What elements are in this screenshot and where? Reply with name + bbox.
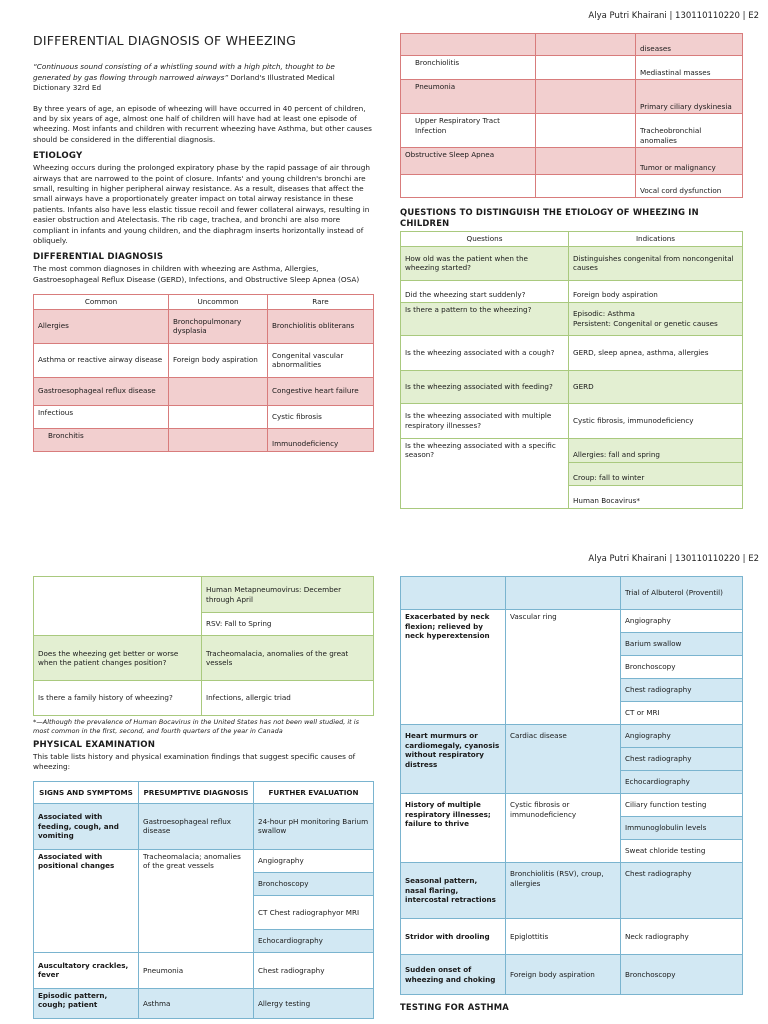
table-cell: Infections, allergic triad: [202, 681, 374, 716]
differential-diagnosis-table-continued: [400, 33, 743, 198]
table-cell: Is the wheezing associated with multiple respiratory illnesses?: [401, 403, 569, 438]
table-cell: Upper Respiratory Tract Infection: [401, 114, 536, 148]
table-cell: Sweat chloride testing: [621, 840, 743, 863]
table-cell: Associated with positional changes: [34, 849, 139, 952]
table-cell: Asthma or reactive airway disease: [34, 343, 169, 377]
intro-paragraph: By three years of age, an episode of wheezing will have occurred in 40 percent of children, and by six years of age, almost one half of children will have had at least one episode of wheezing. Most infants and children with recurrent wheezing have Asthma, but other causes should be considered in the differential diagnosis.: [33, 103, 372, 144]
table-cell: [536, 34, 636, 56]
table-cell: Cardiac disease: [506, 725, 621, 794]
physical-examination-table: [33, 781, 374, 1019]
table-cell: Allergy testing: [254, 988, 374, 1018]
table-cell: How old was the patient when the wheezing started?: [401, 246, 569, 280]
table-cell: RSV: Fall to Spring: [202, 613, 374, 636]
definition-quote: [33, 62, 373, 94]
table-cell: Croup: fall to winter: [569, 462, 743, 485]
table-cell: Bronchoscopy: [621, 656, 743, 679]
table-cell: Episodic pattern, cough; patient: [34, 988, 139, 1018]
table-cell: Asthma: [139, 988, 254, 1018]
column-header: SIGNS AND SYMPTOMS: [34, 781, 139, 803]
table-cell: Is the wheezing associated with a cough?: [401, 335, 569, 370]
table-cell: Obstructive Sleep Apnea: [401, 148, 536, 175]
table-cell: Does the wheezing get better or worse when the patient changes position?: [34, 636, 202, 681]
table-cell: Bronchoscopy: [254, 872, 374, 895]
page-gap: [0, 520, 768, 538]
table-row: [34, 803, 374, 849]
table-row: [401, 34, 743, 56]
table-row: [401, 370, 743, 403]
table-cell: Cystic fibrosis, immunodeficiency: [569, 403, 743, 438]
table-cell: Tracheomalacia, anomalies of the great vessels: [202, 636, 374, 681]
table-cell: GERD: [569, 370, 743, 403]
table-cell: Cystic fibrosis: [268, 405, 374, 428]
physical-examination-heading: PHYSICAL EXAMINATION: [33, 740, 156, 750]
table-cell: [536, 80, 636, 114]
footnote: *—Although the prevalence of Human Bocavirus in the United States has not been well studied, it is most common in the first, second, and fourth quarters of the year in Canada: [33, 718, 359, 735]
table-row: [34, 343, 374, 377]
table-cell: Angiography: [621, 610, 743, 633]
table-row: [34, 988, 374, 1018]
table-cell: Tumor or malignancy: [636, 148, 743, 175]
questions-heading: QUESTIONS TO DISTINGUISH THE ETIOLOGY OF WHEEZING IN CHILDREN: [400, 207, 699, 228]
quote-text: “Continuous sound consisting of a whistling sound with a high pitch, thought to be generated by gas flowing through narrowed airways”: [33, 62, 335, 82]
table-header-row: [34, 295, 374, 310]
page-header: Alya Putri Khairani | 130110110220 | E2: [588, 554, 759, 564]
table-row: [401, 403, 743, 438]
table-header-row: [401, 232, 743, 247]
table-cell: Chest radiography: [621, 679, 743, 702]
table-cell: Bronchiolitis: [401, 56, 536, 80]
table-cell: Episodic: Asthma Persistent: Congenital or genetic causes: [569, 302, 743, 335]
table-cell: Foreign body aspiration: [569, 280, 743, 302]
table-cell: Auscultatory crackles, fever: [34, 952, 139, 988]
etiology-heading: ETIOLOGY: [33, 151, 83, 162]
table-cell: Heart murmurs or cardiomegaly, cyanosis without respiratory distress: [401, 725, 506, 794]
table-cell: Human Metapneumovirus: December through April: [202, 577, 374, 613]
table-cell: [401, 175, 536, 198]
physical-examination-paragraph: This table lists history and physical examination findings that suggest specific causes of wheezing:: [33, 752, 356, 772]
table-row: [34, 636, 374, 681]
table-cell: Barium swallow: [621, 633, 743, 656]
table-row: [401, 577, 743, 610]
table-cell: Echocardiography: [621, 771, 743, 794]
differential-diagnosis-paragraph: The most common diagnoses in children with wheezing are Asthma, Allergies, Gastroesophageal Reflux Disease (GERD), Infections, and Obstructive Sleep Apnea (OSA): [33, 264, 360, 284]
column-header: Indications: [569, 232, 743, 247]
column-header: Rare: [268, 295, 374, 310]
table-cell: GERD, sleep apnea, asthma, allergies: [569, 335, 743, 370]
table-cell: Is the wheezing associated with feeding?: [401, 370, 569, 403]
table-cell: [169, 377, 268, 405]
table-row: [34, 428, 374, 451]
table-cell: Pneumonia: [401, 80, 536, 114]
table-cell: Immunoglobulin levels: [621, 817, 743, 840]
column-header: PRESUMPTIVE DIAGNOSIS: [139, 781, 254, 803]
physical-examination-table-continued: [400, 576, 743, 995]
table-cell: [536, 148, 636, 175]
table-row: [401, 80, 743, 114]
table-cell: Distinguishes congenital from noncongenital causes: [569, 246, 743, 280]
table-row: [401, 246, 743, 280]
table-row: [401, 148, 743, 175]
table-cell: Foreign body aspiration: [506, 955, 621, 995]
table-cell: Vascular ring: [506, 610, 621, 725]
document-title: DIFFERENTIAL DIAGNOSIS OF WHEEZING: [33, 33, 297, 48]
table-cell: Is the wheezing associated with a specific season?: [401, 438, 569, 508]
table-cell: Is there a family history of wheezing?: [34, 681, 202, 716]
questions-table: [400, 231, 743, 509]
table-cell: Tracheobronchial anomalies: [636, 114, 743, 148]
differential-diagnosis-heading: DIFFERENTIAL DIAGNOSIS: [33, 252, 164, 263]
table-cell: Allergies: fall and spring: [569, 438, 743, 462]
column-header: Common: [34, 295, 169, 310]
table-cell: Bronchitis: [34, 428, 169, 451]
table-cell: Angiography: [254, 849, 374, 872]
table-cell: Bronchoscopy: [621, 955, 743, 995]
testing-for-asthma-heading: TESTING FOR ASTHMA: [400, 1002, 509, 1012]
table-cell: Tracheomalacia; anomalies of the great vessels: [139, 849, 254, 952]
table-row: [34, 309, 374, 343]
left-column: [33, 33, 373, 452]
table-row: [401, 280, 743, 302]
questions-table-continued: [33, 576, 374, 716]
right-column: [400, 33, 742, 509]
table-cell: Mediastinal masses: [636, 56, 743, 80]
table-row: [401, 955, 743, 995]
table-cell: Pneumonia: [139, 952, 254, 988]
table-cell: Did the wheezing start suddenly?: [401, 280, 569, 302]
table-cell: 24-hour pH monitoring Barium swallow: [254, 803, 374, 849]
etiology-paragraph: Wheezing occurs during the prolonged expiratory phase by the rapid passage of air through airways that are narrowed to the point of closure. Infants' and young children's bronchi are small, resulting in higher peripheral airway resistance. As a result, diseases that affect the small airways have a proportionately greater impact on total airway resistance in these patients. Infants also have less elastic tissue recoil and fewer collateral airways, resulting in easier obstruction and Atelectasis. The rib cage, trachea, and bronchi are also more compliant in infants and young children, and the diaphragm inserts horizontally instead of obliquely.: [33, 163, 370, 245]
table-row: [34, 377, 374, 405]
column-header: FURTHER EVALUATION: [254, 781, 374, 803]
table-cell: History of multiple respiratory illnesses; failure to thrive: [401, 794, 506, 863]
table-row: [34, 681, 374, 716]
table-row: [34, 952, 374, 988]
table-row: [401, 438, 743, 462]
table-cell: Neck radiography: [621, 919, 743, 955]
table-cell: Congestive heart failure: [268, 377, 374, 405]
quote-source: Dorland's Illustrated Medical Dictionary 32rd Ed: [33, 72, 335, 92]
table-cell: Chest radiography: [254, 952, 374, 988]
table-row: [401, 302, 743, 335]
table-cell: Primary ciliary dyskinesia: [636, 80, 743, 114]
table-cell: Ciliary function testing: [621, 794, 743, 817]
table-row: [401, 794, 743, 817]
table-cell: [169, 405, 268, 428]
table-cell: Human Bocavirus*: [569, 485, 743, 508]
table-cell: Chest radiography: [621, 748, 743, 771]
table-cell: Foreign body aspiration: [169, 343, 268, 377]
table-cell: CT Chest radiographyor MRI: [254, 895, 374, 929]
table-row: [34, 849, 374, 872]
table-row: [401, 335, 743, 370]
table-header-row: [34, 781, 374, 803]
table-cell: Chest radiography: [621, 863, 743, 919]
table-row: [34, 405, 374, 428]
table-cell: Trial of Albuterol (Proventil): [621, 577, 743, 610]
table-cell: Sudden onset of wheezing and choking: [401, 955, 506, 995]
table-row: [401, 114, 743, 148]
table-cell: Stridor with drooling: [401, 919, 506, 955]
table-cell: Allergies: [34, 309, 169, 343]
table-cell: [536, 114, 636, 148]
table-row: [34, 577, 374, 613]
table-cell: Exacerbated by neck flexion; relieved by neck hyperextension: [401, 610, 506, 725]
table-cell: Echocardiography: [254, 929, 374, 952]
page-header: Alya Putri Khairani | 130110110220 | E2: [588, 11, 759, 21]
table-row: [401, 56, 743, 80]
table-cell: Associated with feeding, cough, and vomiting: [34, 803, 139, 849]
table-cell: [401, 34, 536, 56]
table-cell: [169, 428, 268, 451]
table-cell: Bronchiolitis (RSV), croup, allergies: [506, 863, 621, 919]
table-cell: Bronchiolitis obliterans: [268, 309, 374, 343]
table-row: [401, 610, 743, 633]
page-2: [0, 538, 768, 1024]
differential-diagnosis-table: [33, 294, 374, 452]
table-cell: Gastroesophageal reflux disease: [34, 377, 169, 405]
table-cell: Congenital vascular abnormalities: [268, 343, 374, 377]
left-column: [33, 576, 373, 1019]
table-row: [401, 919, 743, 955]
table-row: [401, 863, 743, 919]
table-row: [401, 175, 743, 198]
table-cell: Bronchopulmonary dysplasia: [169, 309, 268, 343]
table-cell: Immunodeficiency: [268, 428, 374, 451]
table-cell: Vocal cord dysfunction: [636, 175, 743, 198]
table-cell: [34, 577, 202, 636]
right-column: [400, 576, 742, 1012]
table-cell: Is there a pattern to the wheezing?: [401, 302, 569, 335]
column-header: Uncommon: [169, 295, 268, 310]
table-cell: diseases: [636, 34, 743, 56]
table-cell: [536, 56, 636, 80]
table-cell: [536, 175, 636, 198]
table-cell: Gastroesophageal reflux disease: [139, 803, 254, 849]
table-cell: Epiglottitis: [506, 919, 621, 955]
table-cell: Seasonal pattern, nasal flaring, intercostal retractions: [401, 863, 506, 919]
table-cell: Cystic fibrosis or immunodeficiency: [506, 794, 621, 863]
table-cell: CT or MRI: [621, 702, 743, 725]
table-cell: [401, 577, 506, 610]
table-cell: [506, 577, 621, 610]
table-cell: Angiography: [621, 725, 743, 748]
column-header: Questions: [401, 232, 569, 247]
table-row: [401, 725, 743, 748]
table-cell: Infectious: [34, 405, 169, 428]
